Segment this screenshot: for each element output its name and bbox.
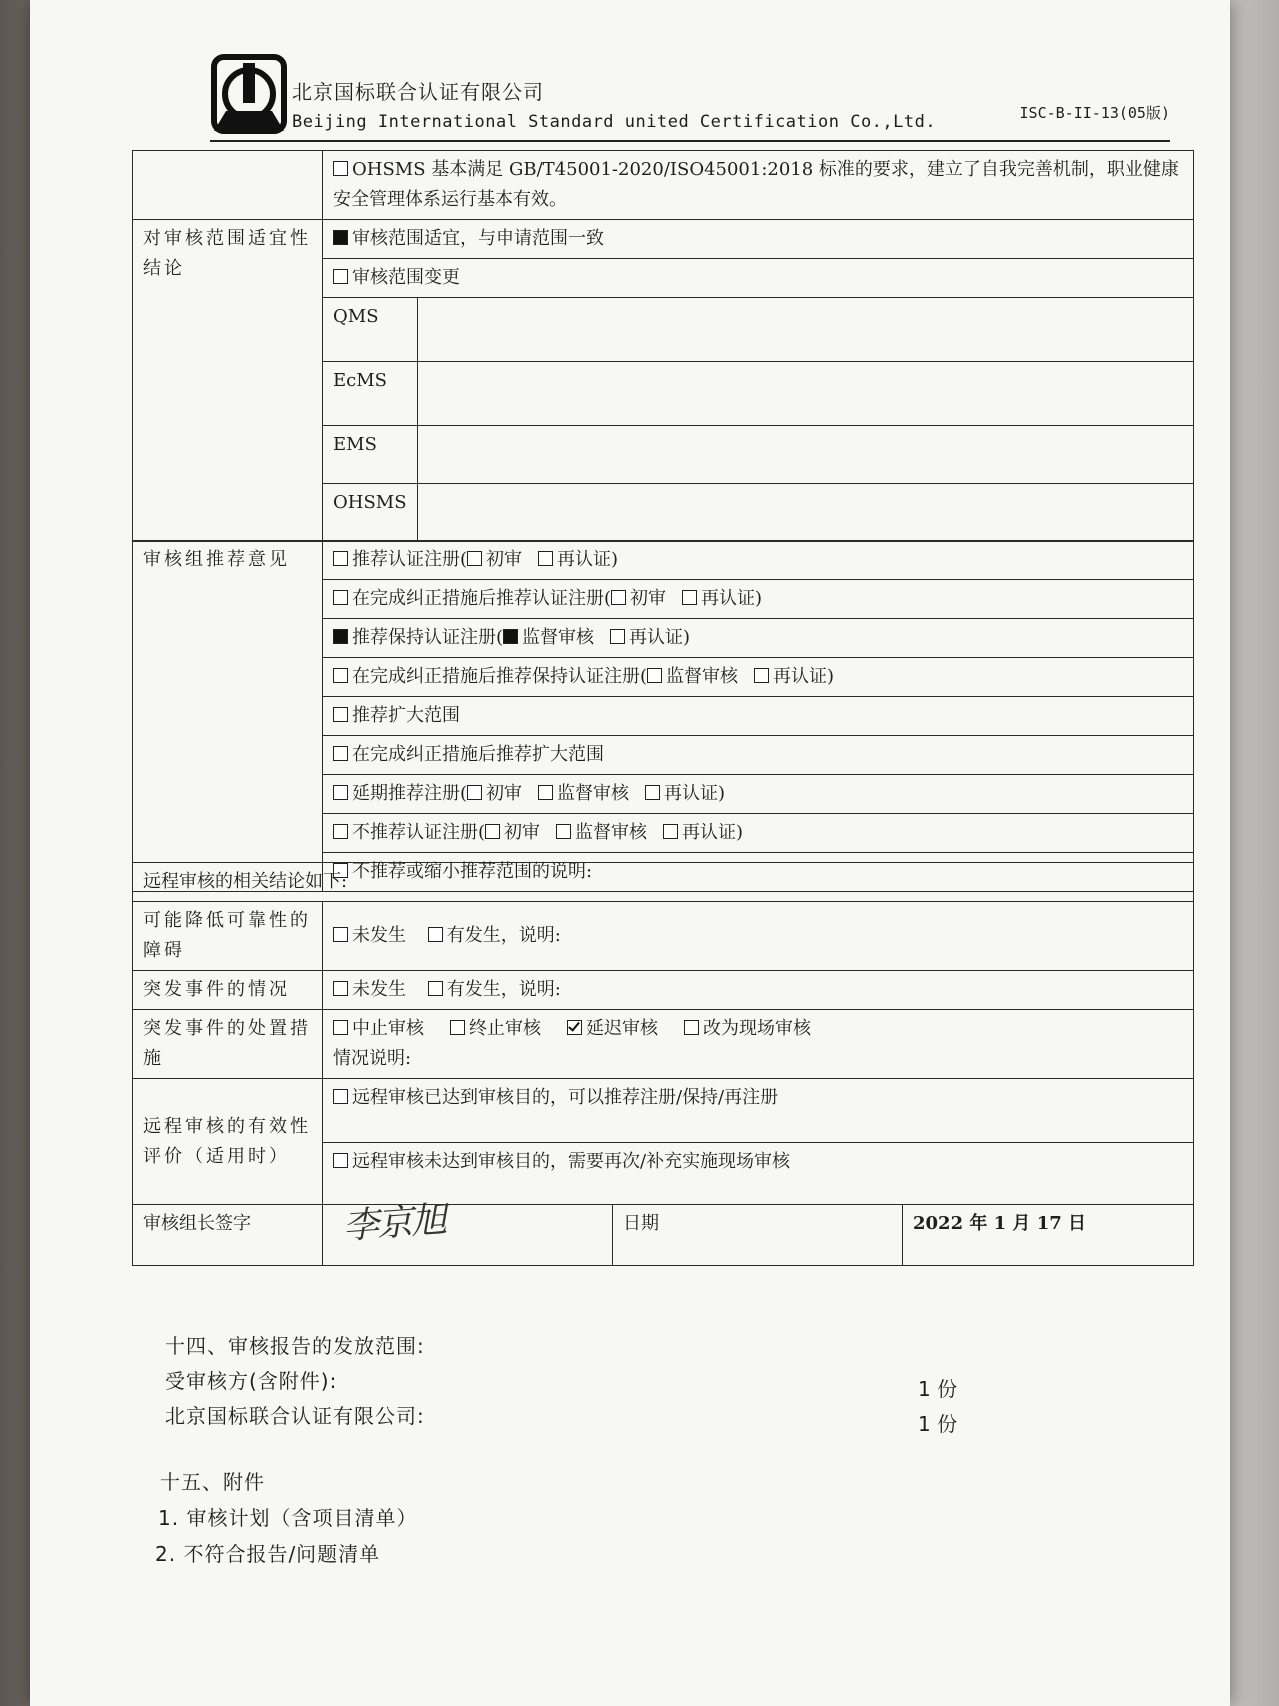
measure-option-text: 终止审核 xyxy=(469,1018,541,1039)
recommend-option-text: 在完成纠正措施后推荐保持认证注册( xyxy=(352,666,648,687)
recommend-sub-option-text: 再认证) xyxy=(557,549,619,570)
checkbox-checked[interactable] xyxy=(503,629,518,644)
recommend-option-text: 在完成纠正措施后推荐认证注册( xyxy=(352,588,612,609)
attachment-item: 1. 审核计划（含项目清单） xyxy=(158,1506,418,1530)
company-name-en: Beijing International Standard united Certification Co.,Ltd. xyxy=(292,112,937,132)
recommend-option xyxy=(323,658,1194,697)
checkbox[interactable] xyxy=(333,1089,348,1104)
recommend-sub-option-text: 初审 xyxy=(504,822,541,843)
recommend-option-text: 推荐保持认证注册( xyxy=(352,627,504,648)
recommend-option-text: 延期推荐注册( xyxy=(352,783,468,804)
system-qms-field[interactable] xyxy=(418,298,1194,362)
checkbox[interactable] xyxy=(333,746,348,761)
measures-cell xyxy=(323,1010,1194,1079)
occurred-text: 有发生，说明: xyxy=(446,979,561,1000)
checkbox-checked[interactable] xyxy=(333,629,348,644)
attachments-title: 十五、附件 xyxy=(160,1470,265,1494)
checkbox[interactable] xyxy=(333,707,348,722)
audit-form-table xyxy=(132,150,1194,542)
distribution-count-1: 1 份 xyxy=(918,1377,958,1401)
system-ohsms-field[interactable] xyxy=(418,484,1194,542)
measure-option-text: 中止审核 xyxy=(352,1018,424,1039)
system-label-ems: EMS xyxy=(323,426,418,484)
date-value: 2022 年 1 月 17 日 xyxy=(903,1205,1194,1266)
system-label-qms: QMS xyxy=(323,298,418,362)
checkbox[interactable] xyxy=(467,785,482,800)
signature: 李京旭 xyxy=(341,1199,447,1248)
form-code: ISC-B-II-13(05版) xyxy=(1019,104,1170,122)
validity-text-2: 远程审核未达到审核目的，需要再次/补充实施现场审核 xyxy=(352,1151,791,1172)
distribution-party-1: 受审核方(含附件): xyxy=(165,1369,338,1393)
recommend-option xyxy=(323,775,1194,814)
checkbox[interactable] xyxy=(333,1153,348,1168)
remote-audit-table xyxy=(132,862,1194,1266)
recommendation-table xyxy=(132,540,1194,892)
ohsms-conclusion: OHSMS 基本满足 GB/T45001-2020/ISO45001:2018 标准的要求，建立了自我完善机制，职业健康安全管理体系运行基本有效。 xyxy=(333,159,1179,210)
table-row xyxy=(133,1205,1194,1266)
recommend-sub-option-text: 再认证) xyxy=(682,822,744,843)
recommend-sub-option-text: 初审 xyxy=(486,783,523,804)
recommend-sub-option-text: 再认证) xyxy=(664,783,726,804)
checkbox[interactable] xyxy=(467,551,482,566)
leader-label: 审核组长签字 xyxy=(133,1205,323,1266)
recommend-sub-option-text: 监督审核 xyxy=(666,666,739,687)
emergency-options xyxy=(323,971,1194,1010)
checkbox[interactable] xyxy=(645,785,660,800)
signature-cell[interactable] xyxy=(323,1199,613,1266)
checkbox[interactable] xyxy=(333,927,348,942)
recommend-sub-option-text: 监督审核 xyxy=(575,822,648,843)
scope-label: 对审核范围适宜性结论 xyxy=(133,220,323,542)
scope-ok-text: 审核范围适宜，与申请范围一致 xyxy=(352,228,604,249)
checkbox[interactable] xyxy=(333,161,348,176)
recommend-option-text: 不推荐或缩小推荐范围的说明: xyxy=(352,861,593,882)
recommend-label: 审核组推荐意见 xyxy=(133,541,323,892)
recommend-sub-option-text: 再认证) xyxy=(629,627,691,648)
recommend-sub-option-text: 再认证) xyxy=(773,666,835,687)
system-label-ecms: EcMS xyxy=(323,362,418,426)
checkbox[interactable] xyxy=(684,1020,699,1035)
checkbox[interactable] xyxy=(333,1020,348,1035)
recommend-option-text: 在完成纠正措施后推荐扩大范围 xyxy=(352,744,604,765)
checkbox[interactable] xyxy=(611,590,626,605)
reliability-options xyxy=(323,902,1194,971)
checkbox[interactable] xyxy=(333,269,348,284)
checkbox-ticked[interactable] xyxy=(567,1020,582,1035)
recommend-sub-option-text: 再认证) xyxy=(701,588,763,609)
checkbox[interactable] xyxy=(610,629,625,644)
recommend-option xyxy=(323,814,1194,853)
checkbox[interactable] xyxy=(485,824,500,839)
distribution-title: 十四、审核报告的发放范围: xyxy=(165,1334,425,1358)
not-occurred-text: 未发生 xyxy=(352,979,406,1000)
recommend-option xyxy=(323,580,1194,619)
empty-label-cell xyxy=(133,151,323,220)
date-label: 日期 xyxy=(613,1205,903,1266)
company-name-cn: 北京国标联合认证有限公司 xyxy=(292,80,544,104)
letterhead xyxy=(180,48,1170,144)
checkbox[interactable] xyxy=(556,824,571,839)
checkbox[interactable] xyxy=(450,1020,465,1035)
recommend-option-text: 推荐认证注册( xyxy=(352,549,468,570)
remote-heading: 远程审核的相关结论如下: xyxy=(133,863,1194,902)
recommend-option-text: 不推荐认证注册( xyxy=(352,822,486,843)
checkbox[interactable] xyxy=(428,927,443,942)
validity-option-2 xyxy=(323,1143,1194,1205)
recommend-sub-option-text: 初审 xyxy=(486,549,523,570)
validity-text-1: 远程审核已达到审核目的，可以推荐注册/保持/再注册 xyxy=(352,1087,779,1108)
system-ems-field[interactable] xyxy=(418,426,1194,484)
recommend-sub-option-text: 初审 xyxy=(630,588,667,609)
reliability-label: 可能降低可靠性的障碍 xyxy=(133,902,323,971)
table-row xyxy=(133,1079,1194,1143)
scope-change-cell xyxy=(323,259,1194,298)
measures-options xyxy=(333,1014,1183,1044)
table-row xyxy=(133,1010,1194,1079)
checkbox[interactable] xyxy=(333,668,348,683)
table-row xyxy=(133,863,1194,902)
validity-label: 远程审核的有效性评价（适用时） xyxy=(133,1079,323,1205)
not-occurred-text: 未发生 xyxy=(352,925,406,946)
distribution-party-2: 北京国标联合认证有限公司: xyxy=(165,1404,425,1428)
checkbox[interactable] xyxy=(333,785,348,800)
table-row xyxy=(133,151,1194,220)
checkbox[interactable] xyxy=(333,551,348,566)
checkbox[interactable] xyxy=(428,981,443,996)
ohsms-conclusion-cell xyxy=(323,151,1194,220)
recommend-option-text: 推荐扩大范围 xyxy=(352,705,460,726)
measures-label: 突发事件的处置措施 xyxy=(133,1010,323,1079)
measures-note: 情况说明: xyxy=(333,1048,412,1069)
measure-option-text: 延迟审核 xyxy=(586,1018,658,1039)
system-ecms-field[interactable] xyxy=(418,362,1194,426)
table-row xyxy=(133,541,1194,580)
emergency-label: 突发事件的情况 xyxy=(133,971,323,1010)
checkbox-checked[interactable] xyxy=(333,230,348,245)
checkbox[interactable] xyxy=(682,590,697,605)
scope-change-text: 审核范围变更 xyxy=(352,267,460,288)
table-row xyxy=(133,902,1194,971)
measure-option-text: 改为现场审核 xyxy=(703,1018,811,1039)
system-label-ohsms: OHSMS xyxy=(323,484,418,542)
occurred-text: 有发生，说明: xyxy=(446,925,561,946)
recommend-sub-option-text: 监督审核 xyxy=(522,627,595,648)
scope-ok-cell xyxy=(323,220,1194,259)
table-row xyxy=(133,971,1194,1010)
recommend-sub-option-text: 监督审核 xyxy=(557,783,630,804)
checkbox[interactable] xyxy=(333,590,348,605)
checkbox[interactable] xyxy=(754,668,769,683)
checkbox[interactable] xyxy=(333,981,348,996)
checkbox[interactable] xyxy=(663,824,678,839)
recommend-option xyxy=(323,619,1194,658)
checkbox[interactable] xyxy=(647,668,662,683)
recommend-option xyxy=(323,697,1194,736)
checkbox[interactable] xyxy=(538,785,553,800)
attachment-item: 2. 不符合报告/问题清单 xyxy=(155,1542,381,1566)
checkbox[interactable] xyxy=(333,824,348,839)
validity-option-1 xyxy=(323,1079,1194,1143)
header-divider xyxy=(210,140,1170,142)
distribution-count-2: 1 份 xyxy=(918,1412,958,1436)
recommend-option xyxy=(323,736,1194,775)
checkbox[interactable] xyxy=(538,551,553,566)
recommend-option xyxy=(323,541,1194,580)
company-logo-icon xyxy=(210,53,288,135)
table-row xyxy=(133,220,1194,259)
